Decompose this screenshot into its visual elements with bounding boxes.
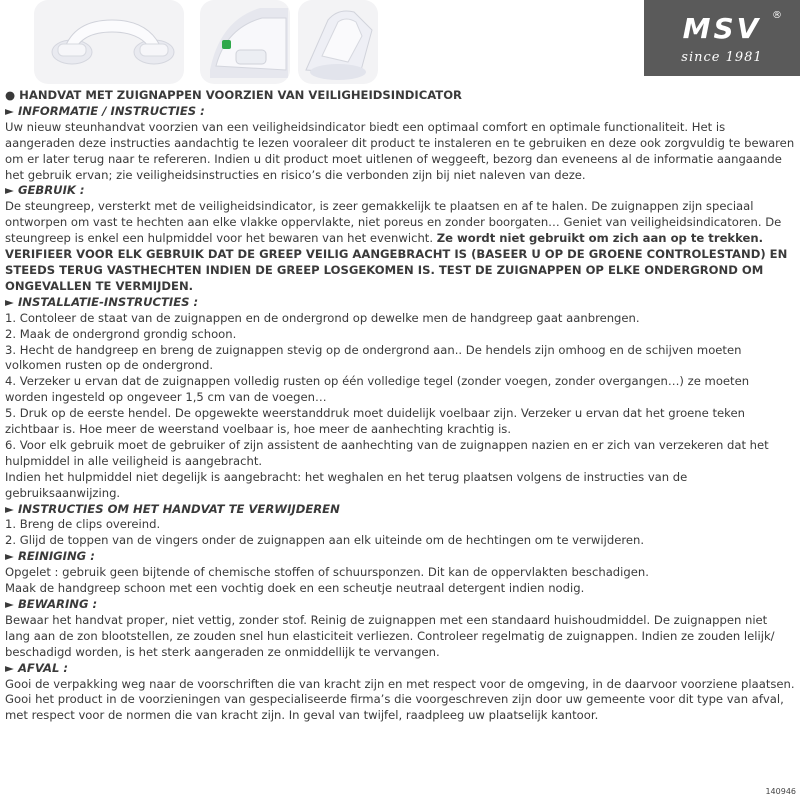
heading-gebruik: ► GEBRUIK : (5, 183, 85, 198)
installatie-note: Indien het hulpmiddel niet degelijk is aangebracht: het weghalen en het terug plaatsen volgens de instructies van de gebruiksaanwijzing. (5, 469, 688, 500)
reiniging-line: Opgelet : gebruik geen bijtende of chemische stoffen of schuursponzen. Dit kan de oppervlakten beschadigen. (5, 565, 649, 580)
lever-illustration (298, 0, 378, 84)
afval-line: Gooi het product in de voorzieningen van gespecialiseerde firma’s die voorgeschreven zijn door uw gemeente voor dit type van afval, met respect voor de normen die van kracht zijn. In geval van twijfel, raadpleeg uw plaatselijk kantoor. (5, 692, 784, 723)
verwijderen-step: 1. Breng de clips overeind. (5, 517, 161, 532)
heading-bewaring: ► BEWARING : (5, 597, 98, 611)
afval-line: Gooi de verpakking weg naar de voorschriften die van kracht zijn en met respect voor de omgeving, in de daarvoor voorziene plaatsen. (5, 676, 795, 691)
msv-logo (644, 0, 800, 76)
verwijderen-step: 2. Glijd de toppen van de vingers onder de zuignappen aan elk uiteinde om de hechtingen om te verwijderen. (5, 533, 645, 548)
header-images (0, 0, 800, 80)
product-code: 140946 (765, 787, 796, 796)
installatie-step: 3. Hecht de handgreep en breng de zuignappen stevig op de ondergrond aan.. De hendels zijn omhoog en de schijven moeten volkomen rusten op de ondergrond. (5, 342, 742, 373)
installatie-step: 1. Contoleer de staat van de zuignappen en de ondergrond op dewelke men de handgreep gaat aanbrengen. (5, 310, 640, 325)
installatie-step: 2. Maak de ondergrond grondig schoon. (5, 326, 237, 341)
heading-installatie: ► INSTALLATIE-INSTRUCTIES : (5, 294, 199, 309)
heading-info: ► INFORMATIE / INSTRUCTIES : (5, 103, 205, 118)
heading-verwijderen: ► INSTRUCTIES OM HET HANDVAT TE VERWIJDEREN (5, 501, 340, 516)
gebruik-text: De steungreep, versterkt met de veiligheidsindicator, is zeer gemakkelijk te plaatsen en af te halen. De zuignappen zijn speciaal ontworpen om vast te hechten aan elke vlakke oppervlakte, niet poreus en zonder boorgaten… Geniet van veiligheidsindicatoren. De steungreep is enkel een hulpmiddel voor het bewaren van het evenwicht. (5, 199, 782, 246)
logo-since: since 1981 (681, 50, 763, 65)
heading-reiniging: ► REINIGING : (5, 549, 95, 564)
product-image-lever (298, 0, 378, 84)
gebruik-warning: Ze wordt niet gebruikt om zich aan op te trekken. VERIFIEER VOOR ELK GEBRUIK DAT DE GREEP VEILIG AANGEBRACHT IS (BASEER U OP DE GROENE CONTROLESTAND) EN STEEDS TERUG VASTHECHTEN INDIEN DE GREEP LOSGEKOMEN IS. TEST DE ZUIGNAPPEN OP ELKE ONDERGROND OM ONGEVALLEN TE VERMIJDEN. (5, 231, 788, 293)
logo-registered-mark: ® (772, 10, 782, 21)
indicator-illustration (200, 0, 290, 84)
handle-illustration (34, 0, 184, 84)
instructions-document (5, 88, 795, 724)
document-title: ● HANDVAT MET ZUIGNAPPEN VOORZIEN VAN VEILIGHEIDSINDICATOR (5, 88, 462, 102)
installatie-step: 4. Verzeker u ervan dat de zuignappen volledig rusten op één volledige tegel (zonder voegen, zonder overgangen…) ze moeten worden ingesteld op ongeveer 1,5 cm van de voegen… (5, 374, 750, 405)
bewaring-text: Bewaar het handvat proper, niet vettig, zonder stof. Reinig de zuignappen met een standaard huishoudmiddel. De zuignappen niet lang aan de zon blootstellen, ze zouden snel hun elasticiteit verliezen. Controleer regelmatig de zuignappen. Indien ze zouden lelijk/ beschadigd worden, is het sterk aangeraden ze onmiddellijk te vervangen. (5, 612, 775, 659)
gebruik-paragraph (5, 199, 795, 294)
info-text: Uw nieuw steunhandvat voorzien van een veiligheidsindicator biedt een optimaal comfort en optimale functionaliteit. Het is aangeraden deze instructies aandachtig te lezen vooraleer dit product te instaleren en te gebruiken en deze ook zorgvuldig te bewaren om er later terug naar te refereren. Indien u dit product moet uitlenen of weggeeft, bezorg dan eveneens al de informatie aangaande het gebruik ervan; zie veiligheidsinstructies en risico’s die verbonden zijn bij niet naleven van deze. (5, 119, 795, 182)
product-image-handle (34, 0, 184, 84)
installatie-step: 5. Druk op de eerste hendel. De opgewekte weerstanddruk moet duidelijk voelbaar zijn. Verzeker u ervan dat het groene teken zichtbaar is. Hoe meer de weerstand voelbaar is, hoe meer de aanhechting krachtig is. (5, 406, 745, 437)
heading-afval: ► AFVAL : (5, 660, 69, 675)
reiniging-line: Maak de handgreep schoon met een vochtig doek en een scheutje neutraal detergent indien nodig. (5, 581, 585, 596)
logo-brand: MSV (682, 12, 762, 45)
green-indicator (222, 40, 231, 49)
installatie-step: 6. Voor elk gebruik moet de gebruiker of zijn assistent de aanhechting van de zuignappen nazien en er zich van verzekeren dat het hulpmiddel in alle veiligheid is aangebracht. (5, 437, 769, 468)
product-image-indicator (200, 0, 290, 84)
